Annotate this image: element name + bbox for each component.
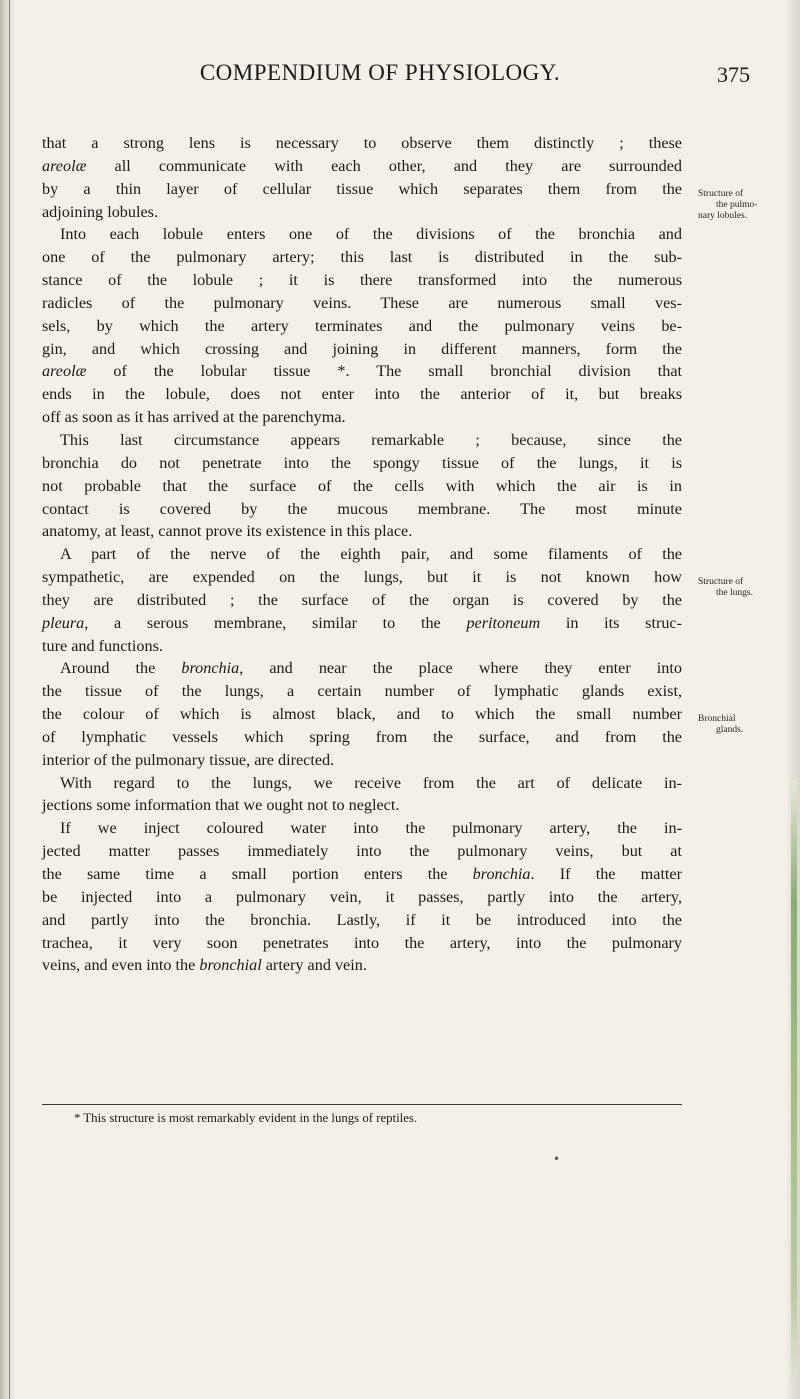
text-line: one of the pulmonary artery; this last is distributed in the sub- (42, 248, 682, 267)
running-title: COMPENDIUM OF PHYSIOLOGY. (199, 60, 561, 85)
text-line: the same time a small portion enters the bronchia. If the matter (42, 865, 683, 883)
text-line: the tissue of the lungs, a certain number of lymphatic glands exist, (42, 682, 682, 701)
text-line: This last circumstance appears remarkable ; because, since the (60, 430, 682, 449)
page-number: 375 (717, 62, 750, 87)
page-edge-stain (791, 780, 797, 1380)
text-line: gin, and which crossing and joining in different manners, form the (42, 339, 682, 358)
text-line: bronchia do not penetrate into the spongy tissue of the lungs, it is (42, 453, 682, 472)
text-line: pleura, a serous membrane, similar to the peritoneum in its struc- (42, 613, 683, 632)
text-line: interior of the pulmonary tissue, are directed. (42, 750, 335, 769)
text-line: contact is covered by the mucous membrane. The most minute (42, 499, 682, 518)
footnote: * This structure is most remarkably evident in the lungs of reptiles. (74, 1111, 418, 1125)
text-line: Around the bronchia, and near the place where they enter into (60, 659, 682, 678)
text-line: that a strong lens is necessary to observe them distinctly ; these (42, 134, 682, 152)
text-line: With regard to the lungs, we receive from the art of delicate in- (60, 773, 682, 792)
text-line: of lymphatic vessels which spring from the surface, and from the (42, 727, 682, 746)
text-line: A part of the nerve of the eighth pair, and some filaments of the (60, 545, 682, 564)
text-line: jected matter passes immediately into the pulmonary veins, but at (42, 842, 682, 861)
text-line: and partly into the bronchia. Lastly, if it be introduced into the (42, 910, 682, 929)
text-line: anatomy, at least, cannot prove its existence in this place. (42, 522, 413, 541)
text-line: areolæ all communicate with each other, and they are surrounded (42, 156, 682, 175)
margin-note-pulmonary-lobules: Structure of the pulmo- nary lobules. (698, 189, 758, 221)
footnote-divider (42, 1104, 682, 1105)
page-header (0, 60, 800, 90)
text-line: Into each lobule enters one of the divisions of the bronchia and (60, 225, 682, 244)
text-line: not probable that the surface of the cells with which the air is in (42, 476, 682, 495)
text-line: off as soon as it has arrived at the parenchyma. (42, 408, 346, 427)
text-line: sels, by which the artery terminates and the pulmonary veins be- (42, 316, 682, 335)
margin-note-lungs-structure: Structure of the lungs. (698, 577, 753, 598)
text-line: veins, and even into the bronchial artery and vein. (42, 956, 367, 975)
text-line: be injected into a pulmonary vein, it passes, partly into the artery, (42, 887, 682, 906)
text-line: stance of the lobule ; it is there transformed into the numerous (42, 271, 682, 290)
text-line: by a thin layer of cellular tissue which separates them from the (42, 179, 682, 198)
margin-note-bronchial-glands: Bronchial glands. (698, 714, 744, 735)
body-text (42, 132, 682, 977)
text-line: adjoining lobules. (42, 202, 158, 221)
page-gutter-left (0, 0, 14, 1399)
text-line: trachea, it very soon penetrates into the artery, into the pulmonary (42, 933, 682, 952)
text-line: ture and functions. (42, 636, 163, 655)
text-line: If we inject coloured water into the pulmonary artery, the in- (60, 819, 682, 838)
text-line: ends in the lobule, does not enter into the anterior of it, but breaks (42, 385, 682, 404)
text-line: radicles of the pulmonary veins. These are numerous small ves- (42, 293, 682, 312)
text-line: areolæ of the lobular tissue *. The small bronchial division that (42, 362, 682, 381)
text-line: they are distributed ; the surface of the organ is covered by the (42, 590, 682, 609)
text-line: sympathetic, are expended on the lungs, but it is not known how (42, 568, 682, 587)
text-line: the colour of which is almost black, and to which the small number (42, 705, 682, 724)
text-line: jections some information that we ought not to neglect. (42, 796, 400, 815)
ink-speck: • (553, 1152, 561, 1166)
